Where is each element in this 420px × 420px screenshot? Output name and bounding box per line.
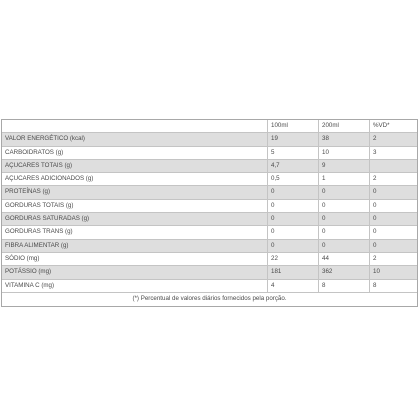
table-row xyxy=(2,280,417,293)
table-row xyxy=(2,213,417,226)
value-100ml: 181 xyxy=(268,266,319,278)
nutrient-label: FIBRA ALIMENTAR (g) xyxy=(2,240,268,252)
table-header-row xyxy=(2,120,417,133)
value-200ml: 38 xyxy=(319,133,370,145)
value-100ml: 4 xyxy=(268,280,319,292)
header-label-cell xyxy=(2,120,268,132)
value-100ml: 0,5 xyxy=(268,173,319,185)
value-vd: 3 xyxy=(373,148,377,156)
value-vd xyxy=(370,160,417,172)
nutrition-facts-table xyxy=(1,119,418,307)
nutrient-label: SÓDIO (mg) xyxy=(2,253,268,265)
value-100ml: 22 xyxy=(268,253,319,265)
table-row xyxy=(2,160,417,173)
table-row xyxy=(2,266,417,279)
value-vd: 0 xyxy=(373,241,377,249)
value-200ml: 9 xyxy=(319,160,370,172)
nutrient-label: GORDURAS SATURADAS (g) xyxy=(2,213,268,225)
value-vd: 8 xyxy=(373,281,377,289)
table-body xyxy=(2,133,417,293)
table-row xyxy=(2,240,417,253)
nutrient-label: VALOR ENERGÉTICO (kcal) xyxy=(2,133,268,145)
table-row xyxy=(2,133,417,146)
value-200ml: 8 xyxy=(319,280,370,292)
value-100ml: 5 xyxy=(268,147,319,159)
nutrient-label: GORDURAS TOTAIS (g) xyxy=(2,200,268,212)
value-vd: 2 xyxy=(373,175,377,183)
value-100ml: 19 xyxy=(268,133,319,145)
value-vd: 0 xyxy=(373,228,377,236)
value-200ml: 0 xyxy=(319,226,370,238)
value-vd: 0 xyxy=(373,215,377,223)
value-vd: 0 xyxy=(373,201,377,209)
nutrient-label: PROTEÍNAS (g) xyxy=(2,186,268,198)
nutrient-label: GORDURAS TRANS (g) xyxy=(2,226,268,238)
value-vd: 10 xyxy=(373,268,380,276)
nutrient-label: VITAMINA C (mg) xyxy=(2,280,268,292)
value-vd: 0 xyxy=(373,188,377,196)
value-200ml: 10 xyxy=(319,147,370,159)
value-200ml: 362 xyxy=(319,266,370,278)
nutrient-label: POTÁSSIO (mg) xyxy=(2,266,268,278)
value-100ml: 0 xyxy=(268,226,319,238)
value-200ml: 0 xyxy=(319,186,370,198)
value-100ml: 0 xyxy=(268,200,319,212)
value-100ml: 4,7 xyxy=(268,160,319,172)
value-200ml: 0 xyxy=(319,213,370,225)
value-100ml: 0 xyxy=(268,186,319,198)
table-row xyxy=(2,226,417,239)
value-100ml: 0 xyxy=(268,213,319,225)
value-vd: 2 xyxy=(373,254,377,262)
value-200ml: 44 xyxy=(319,253,370,265)
table-row xyxy=(2,186,417,199)
header-vd: %VD* xyxy=(373,122,390,129)
value-100ml: 0 xyxy=(268,240,319,252)
table-row xyxy=(2,200,417,213)
table-row xyxy=(2,173,417,186)
nutrient-label: AÇUCARES ADICIONADOS (g) xyxy=(2,173,268,185)
value-200ml: 0 xyxy=(319,200,370,212)
nutrient-label: CARBOIDRATOS (g) xyxy=(2,147,268,159)
header-100ml: 100ml xyxy=(268,120,319,132)
table-row xyxy=(2,253,417,266)
value-200ml: 1 xyxy=(319,173,370,185)
header-200ml: 200ml xyxy=(319,120,370,132)
value-vd: 2 xyxy=(373,135,377,143)
table-row xyxy=(2,147,417,160)
footnote: (*) Percentual de valores diários fornecidos pela porção. xyxy=(132,294,287,302)
value-200ml: 0 xyxy=(319,240,370,252)
nutrient-label: AÇUCARES TOTAIS (g) xyxy=(2,160,268,172)
